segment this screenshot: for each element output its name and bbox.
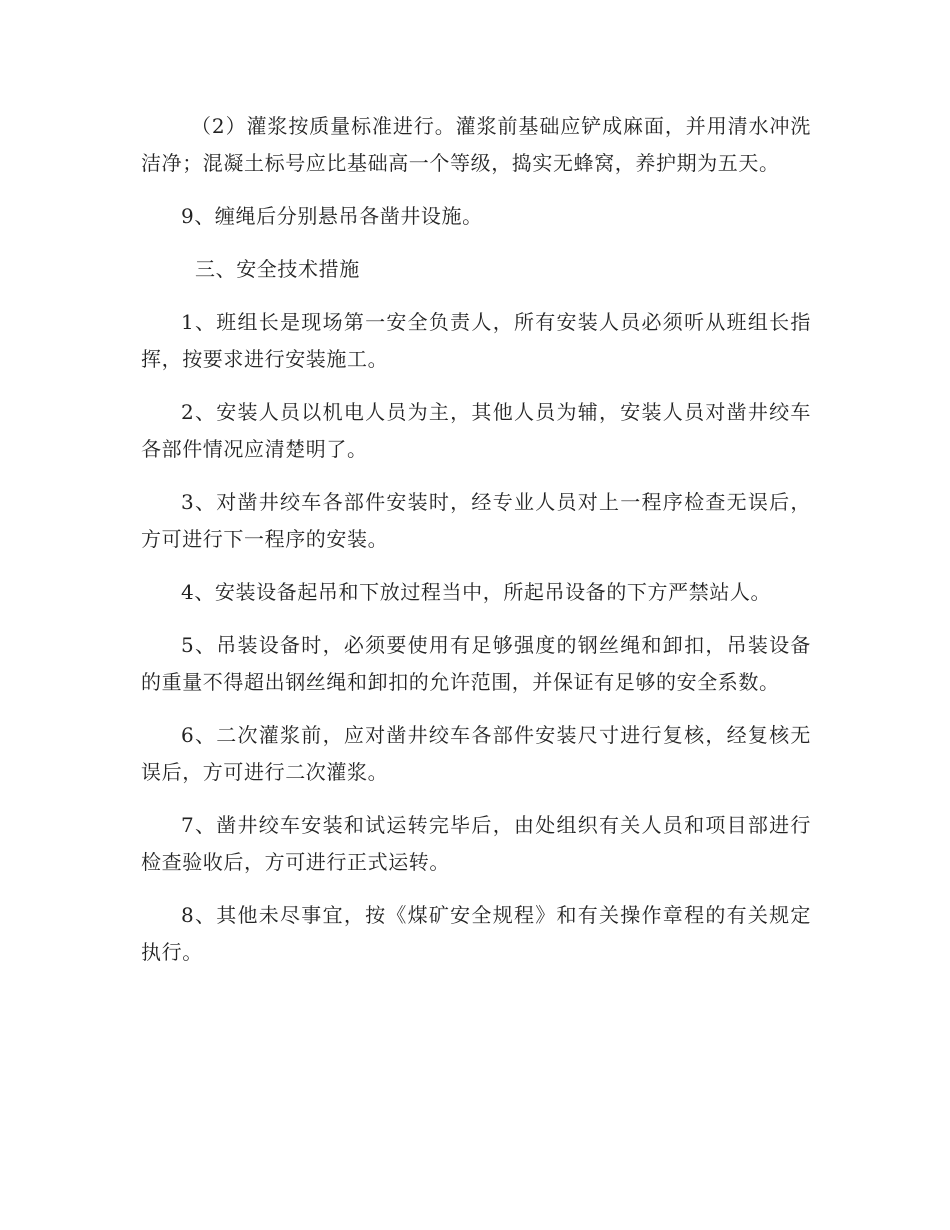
paragraph-safety-6: 6、二次灌浆前，应对凿井绞车各部件安装尺寸进行复核，经复核无误后，方可进行二次灌浆。: [141, 723, 811, 784]
document-body: [141, 108, 811, 987]
paragraph-safety-8: 8、其他未尽事宜，按《煤矿安全规程》和有关操作章程的有关规定执行。: [141, 903, 811, 964]
paragraph-safety-5: 5、吊装设备时，必须要使用有足够强度的钢丝绳和卸扣，吊装设备的重量不得超出钢丝绳和卸扣的允许范围，并保证有足够的安全系数。: [141, 633, 811, 694]
paragraph-safety-1: 1、班组长是现场第一安全负责人，所有安装人员必须听从班组长指挥，按要求进行安装施工。: [141, 310, 811, 371]
paragraph-item-9: 9、缠绳后分别悬吊各凿井设施。: [181, 204, 483, 228]
paragraph-safety-4: 4、安装设备起吊和下放过程当中，所起吊设备的下方严禁站人。: [181, 580, 772, 604]
section-heading-safety-measures: 三、安全技术措施: [195, 257, 360, 281]
paragraph-safety-7: 7、凿井绞车安装和试运转完毕后，由处组织有关人员和项目部进行检查验收后，方可进行正式运转。: [141, 813, 811, 874]
paragraph-safety-2: 2、安装人员以机电人员为主，其他人员为辅，安装人员对凿井绞车各部件情况应清楚明了。: [141, 400, 811, 461]
paragraph-grouting-standard: （2）灌浆按质量标准进行。灌浆前基础应铲成麻面，并用清水冲洗洁净；混凝土标号应比基础高一个等级，捣实无蜂窝，养护期为五天。: [141, 114, 811, 175]
paragraph-safety-3: 3、对凿井绞车各部件安装时，经专业人员对上一程序检查无误后，方可进行下一程序的安装。: [141, 490, 811, 551]
